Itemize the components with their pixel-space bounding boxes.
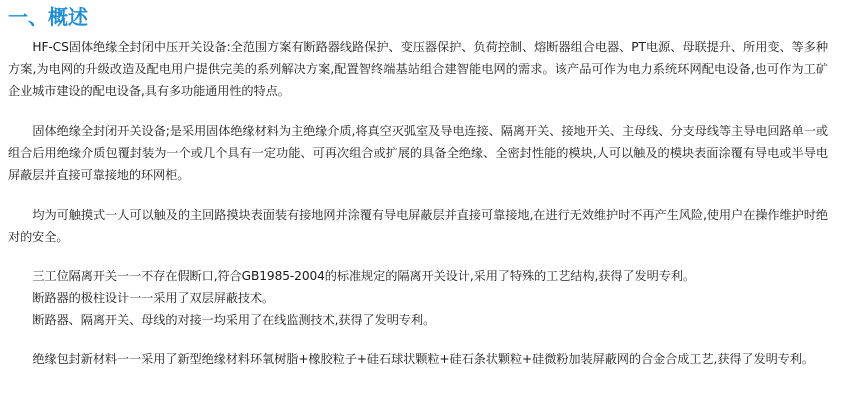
feature-line-online-monitoring: 断路器、隔离开关、母线的对接一均采用了在线监测技术,获得了发明专利。 <box>32 313 436 327</box>
section-heading: 一、概述 <box>8 5 88 29</box>
overview-paragraph-3: 均为可触摸式一人可以触及的主回路摸块表面装有接地网并涂覆有导电屏蔽层并直接可靠接地,在进行无效维护时不再产生风险,使用户在操作维护时绝对的安全。 <box>8 208 828 244</box>
overview-paragraph-1: HF-CS固体绝缘全封闭中压开关设备:全范围方案有断路器线路保护、变压器保护、负荷控制、熔断器组合电器、PT电源、母联提升、所用变、等多种方案,为电网的升级改造及配电用户提供完美的系列解决方案,配置智终端基站组合建智能电网的需求。该产品可作为电力系统环网配电设备,也可作为工矿企业城市建设的配电设备,具有多功能通用性的特点。 <box>8 40 828 98</box>
feature-line-breaker-pole: 断路器的极柱设计一一采用了双层屏蔽技术。 <box>32 291 275 305</box>
overview-paragraph-2: 固体绝缘全封闭开关设备;是采用固体绝缘材料为主绝缘介质,将真空灭弧室及导电连接、隔离开关、接地开关、主母线、分支母线等主导电回路单一或组合后用绝缘介质包覆封装为一个或几个具有一定功能、可再次组合或扩展的具备全绝缘、全密封性能的模块,人可以触及的模块表面涂覆有导电或半导电屏蔽层并直接可靠接地的环网柜。 <box>8 124 828 182</box>
paragraph-spacer <box>8 331 828 348</box>
feature-line-isolating-switch: 三工位隔离开关一一不存在假断口,符合GB1985-2004的标准规定的隔离开关设计,采用了特殊的工艺结构,获得了发明专利。 <box>32 269 695 283</box>
paragraph-spacer <box>8 102 828 120</box>
paragraph-spacer <box>8 248 828 265</box>
paragraph-spacer <box>8 186 828 204</box>
feature-paragraph-insulation-material: 绝缘包封新材料一一采用了新型绝缘材料环氧树脂+橡胶粒子+硅石球状颗粒+硅石条状颗粒+硅微粉加装屏蔽网的合金合成工艺,获得了发明专利。 <box>32 352 814 366</box>
